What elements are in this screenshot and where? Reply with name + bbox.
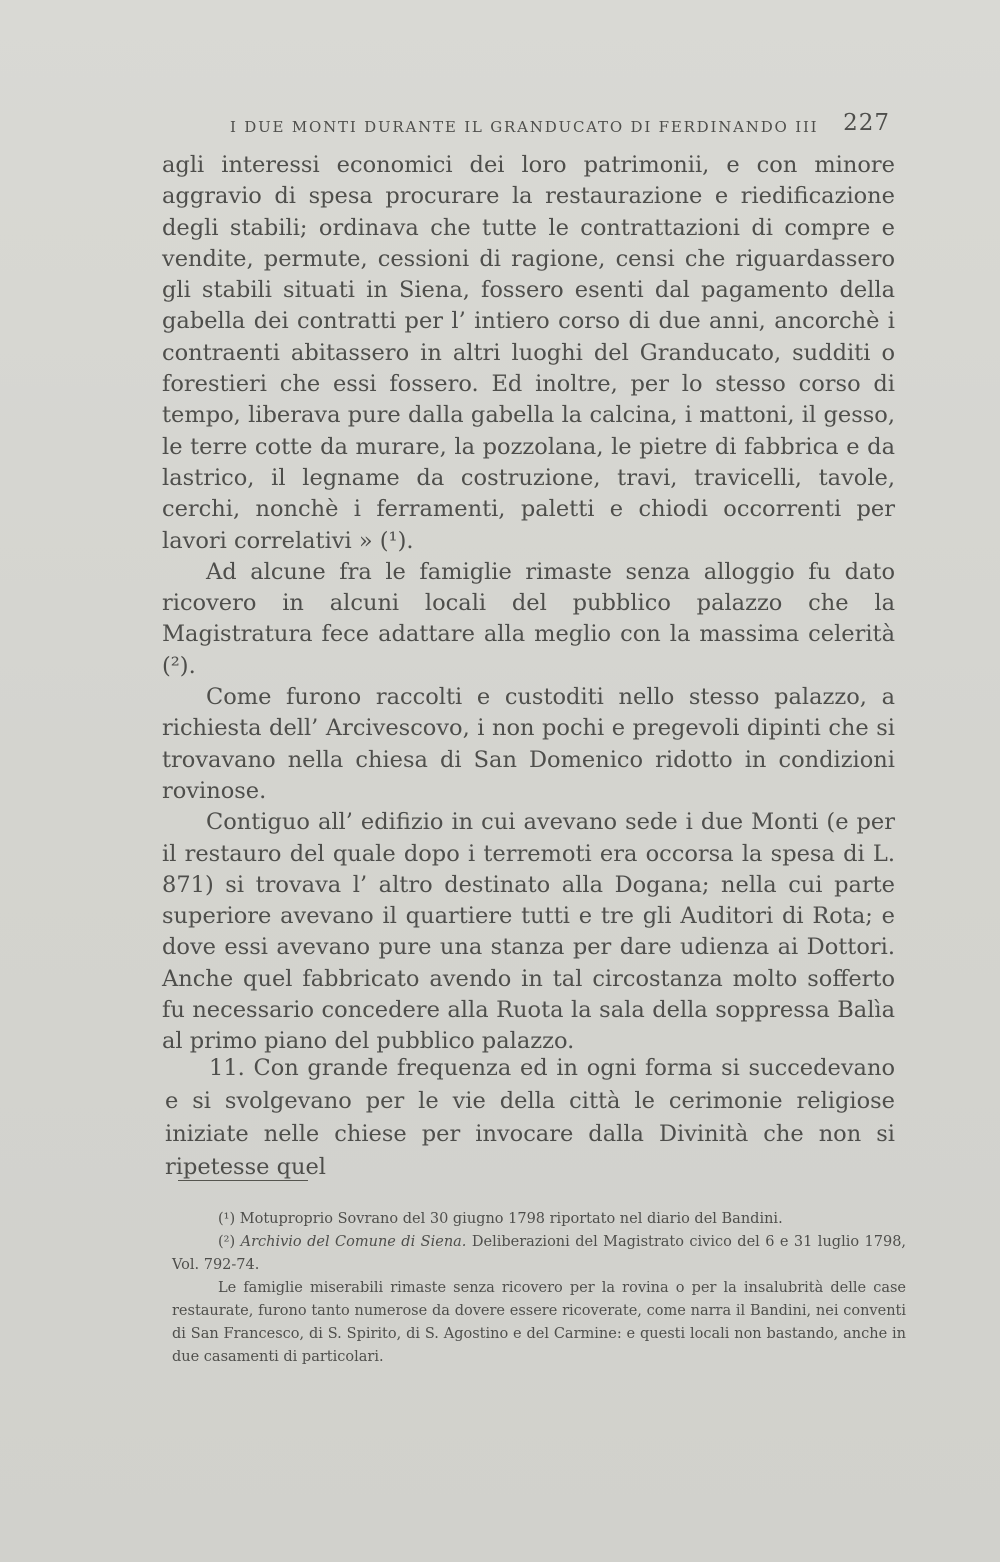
running-head: [230, 110, 890, 140]
footnote-1-mark: (¹): [218, 1211, 236, 1227]
footnote-2-text: Deliberazioni del Magistrato civico del 6 e 31 luglio 1798, Vol. 792-74.: [172, 1234, 907, 1273]
running-title: I DUE MONTI DURANTE IL GRANDUCATO DI FERDINANDO III: [230, 118, 819, 136]
footnote-rule: [178, 1180, 308, 1181]
footnote-1: [172, 1208, 906, 1231]
paragraph-continued: agli interessi economici dei loro patrimonii, e con minore aggravio di spesa procurare la restaurazione e riedificazione degli stabili; ordinava che tutte le contrattazioni di compre e vendite, permute, cessioni di ragione, censi che riguardassero gli stabili situati in Siena, fossero esenti dal pagamento della gabella dei contratti per l’ intiero corso di due anni, ancorchè i contraenti abitassero in altri luoghi del Granducato, sudditi o forestieri che essi fossero. Ed inoltre, per lo stesso corso di tempo, liberava pure dalla gabella la calcina, i mattoni, il gesso, le terre cotte da murare, la pozzolana, le pietre di fabbrica e da lastrico, il legname da costruzione, travi, travicelli, tavole, cerchi, nonchè i ferramenti, paletti e chiodi occorrenti per lavori correlativi » (¹).: [162, 152, 895, 554]
paragraph-dogana: Contiguo all’ edifizio in cui avevano sede i due Monti (e per il restauro del quale dopo i terremoti era occorsa la spesa di L. 871) si trovava l’ altro destinato alla Dogana; nella cui parte superiore avevano il quartiere tutti e tre gli Auditori di Rota; e dove essi avevano pure una stanza per dare udienza ai Dottori. Anche quel fabbricato avendo in tal circostanza molto sofferto fu necessario concedere alla Ruota la sala della soppressa Balìa al primo piano del pubblico palazzo.: [162, 809, 895, 1055]
footnote-2-mark: (²): [218, 1234, 236, 1250]
paragraph-paintings: Come furono raccolti e custoditi nello stesso palazzo, a richiesta dell’ Arcivescovo, i non pochi e pregevoli dipinti che si trovavano nella chiesa di San Domenico ridotto in condizioni rovinose.: [162, 684, 895, 804]
footnote-2-continuation: Le famiglie miserabili rimaste senza ricovero per la rovina o per la insalubrità delle case restaurate, furono tanto numerose da dovere essere ricoverate, come narra il Bandini, nei conventi di San Francesco, di S. Spirito, di S. Agostino e del Carmine: e questi locali non bastando, anche in due casamenti di particolari.: [172, 1280, 906, 1365]
body-text: [162, 150, 895, 1058]
footnote-2-archive-title: Archivio del Comune di Siena.: [240, 1234, 467, 1250]
footnote-1-text: Motuproprio Sovrano del 30 giugno 1798 riportato nel diario del Bandini.: [239, 1211, 783, 1227]
section-11-paragraph: 11. Con grande frequenza ed in ogni forma si succedevano e si svolgevano per le vie della città le cerimonie religiose iniziate nelle chiese per invocare dalla Divinità che non si ripetesse quel: [165, 1055, 895, 1180]
footnote-2: [172, 1231, 906, 1277]
section-11: [165, 1052, 895, 1184]
footnotes: [172, 1208, 906, 1369]
paragraph-shelter: Ad alcune fra le famiglie rimaste senza alloggio fu dato ricovero in alcuni locali del pubblico palazzo che la Magistratura fece adattare alla meglio con la massima celerità (²).: [162, 558, 895, 679]
page-number: 227: [843, 110, 890, 136]
